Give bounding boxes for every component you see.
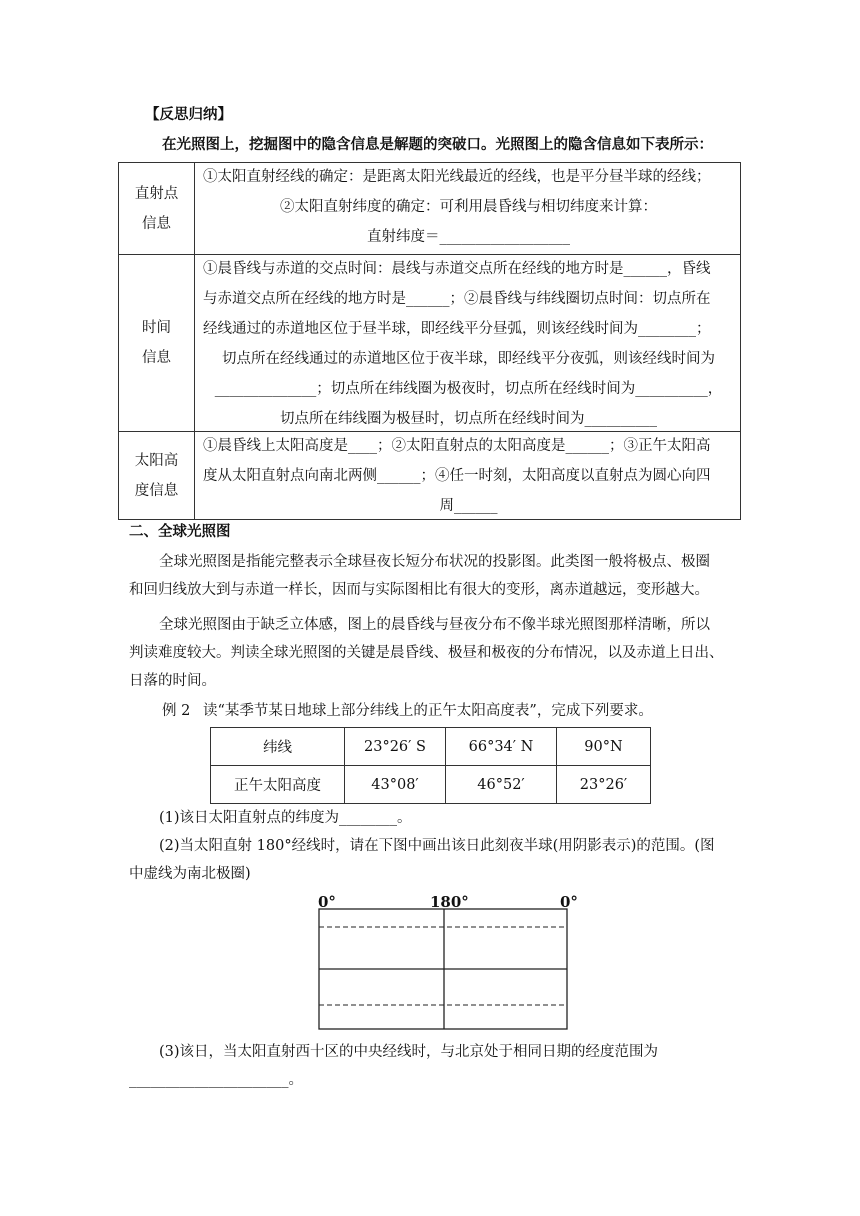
table-cell: 43°08′	[345, 766, 446, 804]
table-row	[119, 163, 740, 254]
question-3: (3)该日，当太阳直射西十区的中央经线时，与北京处于相同日期的经度范围为	[159, 1044, 659, 1060]
row-label	[119, 255, 195, 431]
row-text: 切点所在经线通过的赤道地区位于夜半球，即经线平分夜弧，则该经线时间为	[222, 351, 715, 367]
table-cell: 46°52′	[446, 766, 557, 804]
row-text: 周______	[439, 498, 498, 514]
row-text: ______________；切点所在纬线圈为极夜时，切点所在经线时间为__________，	[214, 381, 723, 397]
section-title: 二、全球光照图	[129, 523, 231, 540]
row-label-line: 直射点	[134, 185, 179, 202]
table-row	[119, 254, 740, 431]
row-label-line: 度信息	[134, 483, 179, 499]
table-row	[119, 431, 740, 520]
reflection-intro: 在光照图上，挖掘图中的隐含信息是解题的突破口。光照图上的隐含信息如下表所示：	[162, 136, 713, 153]
table-cell: 纬线	[211, 728, 345, 766]
row-label-line: 信息	[142, 350, 171, 366]
row-label	[119, 432, 195, 520]
paragraph-line: 和回归线放大到与赤道一样长，因而与实际图相比有很大的变形，离赤道越远，变形越大。	[129, 582, 709, 598]
row-label-line: 信息	[142, 215, 171, 232]
solar-altitude-table	[210, 727, 651, 804]
paragraph-line: 全球光照图是指能完整表示全球昼夜长短分布状况的投影图。此类图一般将极点、极圈	[159, 554, 710, 570]
table-cell: 90°N	[557, 728, 651, 766]
row-label-line: 太阳高	[134, 453, 179, 469]
question-2: (2)当太阳直射 180°经线时，请在下图中画出该日此刻夜半球(用阴影表示)的范围。(图	[159, 838, 715, 854]
row-content	[203, 255, 734, 435]
global-illumination-diagram	[318, 908, 570, 1032]
table-cell: 23°26′ S	[345, 728, 446, 766]
lon-label-right: 0°	[560, 893, 578, 911]
paragraph-line: 日落的时间。	[129, 673, 216, 689]
row-content	[203, 163, 734, 253]
table-row	[211, 766, 651, 804]
example-text: 读“某季节某日地球上部分纬线上的正午太阳高度表”，完成下列要求。	[203, 703, 653, 719]
paragraph-line: 判读难度较大。判读全球光照图的关键是晨昏线、极昼和极夜的分布情况，以及赤道上日出、	[129, 645, 724, 661]
row-content	[203, 432, 734, 522]
lon-label-left: 0°	[318, 893, 336, 911]
reflection-heading: 【反思归纳】	[145, 106, 232, 123]
hidden-info-table	[118, 162, 741, 520]
question-3-cont: ______________________。	[129, 1072, 303, 1088]
row-text: ①晨昏线与赤道的交点时间：晨线与赤道交点所在经线的地方时是______，昏线	[203, 261, 711, 277]
lon-label-mid: 180°	[430, 893, 469, 911]
table-row	[211, 728, 651, 766]
row-text: 切点所在纬线圈为极昼时，切点所在经线时间为__________	[280, 411, 657, 427]
row-label	[119, 163, 195, 254]
table-cell: 23°26′	[557, 766, 651, 804]
row-text: 度从太阳直射点向南北两侧______；④任一时刻，太阳高度以直射点为圆心向四	[203, 468, 711, 484]
row-text: ②太阳直射纬度的确定：可利用晨昏线与相切纬度来计算：	[280, 199, 657, 215]
table-cell: 66°34′ N	[446, 728, 557, 766]
row-text: 经线通过的赤道地区位于昼半球，即经线平分昼弧，则该经线时间为________；	[203, 321, 711, 337]
row-label-line: 时间	[142, 320, 171, 336]
question-1: (1)该日太阳直射点的纬度为________。	[159, 810, 412, 826]
question-2-cont: 中虚线为南北极圈)	[129, 866, 251, 882]
row-text: ①太阳直射经线的确定：是距离太阳光线最近的经线，也是平分昼半球的经线；	[203, 169, 711, 185]
paragraph-line: 全球光照图由于缺乏立体感，图上的晨昏线与昼夜分布不像半球光照图那样清晰，所以	[159, 617, 710, 633]
table-cell: 正午太阳高度	[211, 766, 345, 804]
row-text: 直射纬度＝__________________	[367, 229, 570, 245]
row-text: 与赤道交点所在经线的地方时是______；②晨昏线与纬线圈切点时间：切点所在	[203, 291, 711, 307]
row-text: ①晨昏线上太阳高度是____；②太阳直射点的太阳高度是______；③正午太阳高	[203, 438, 711, 454]
example-label: 例 2	[162, 703, 191, 719]
